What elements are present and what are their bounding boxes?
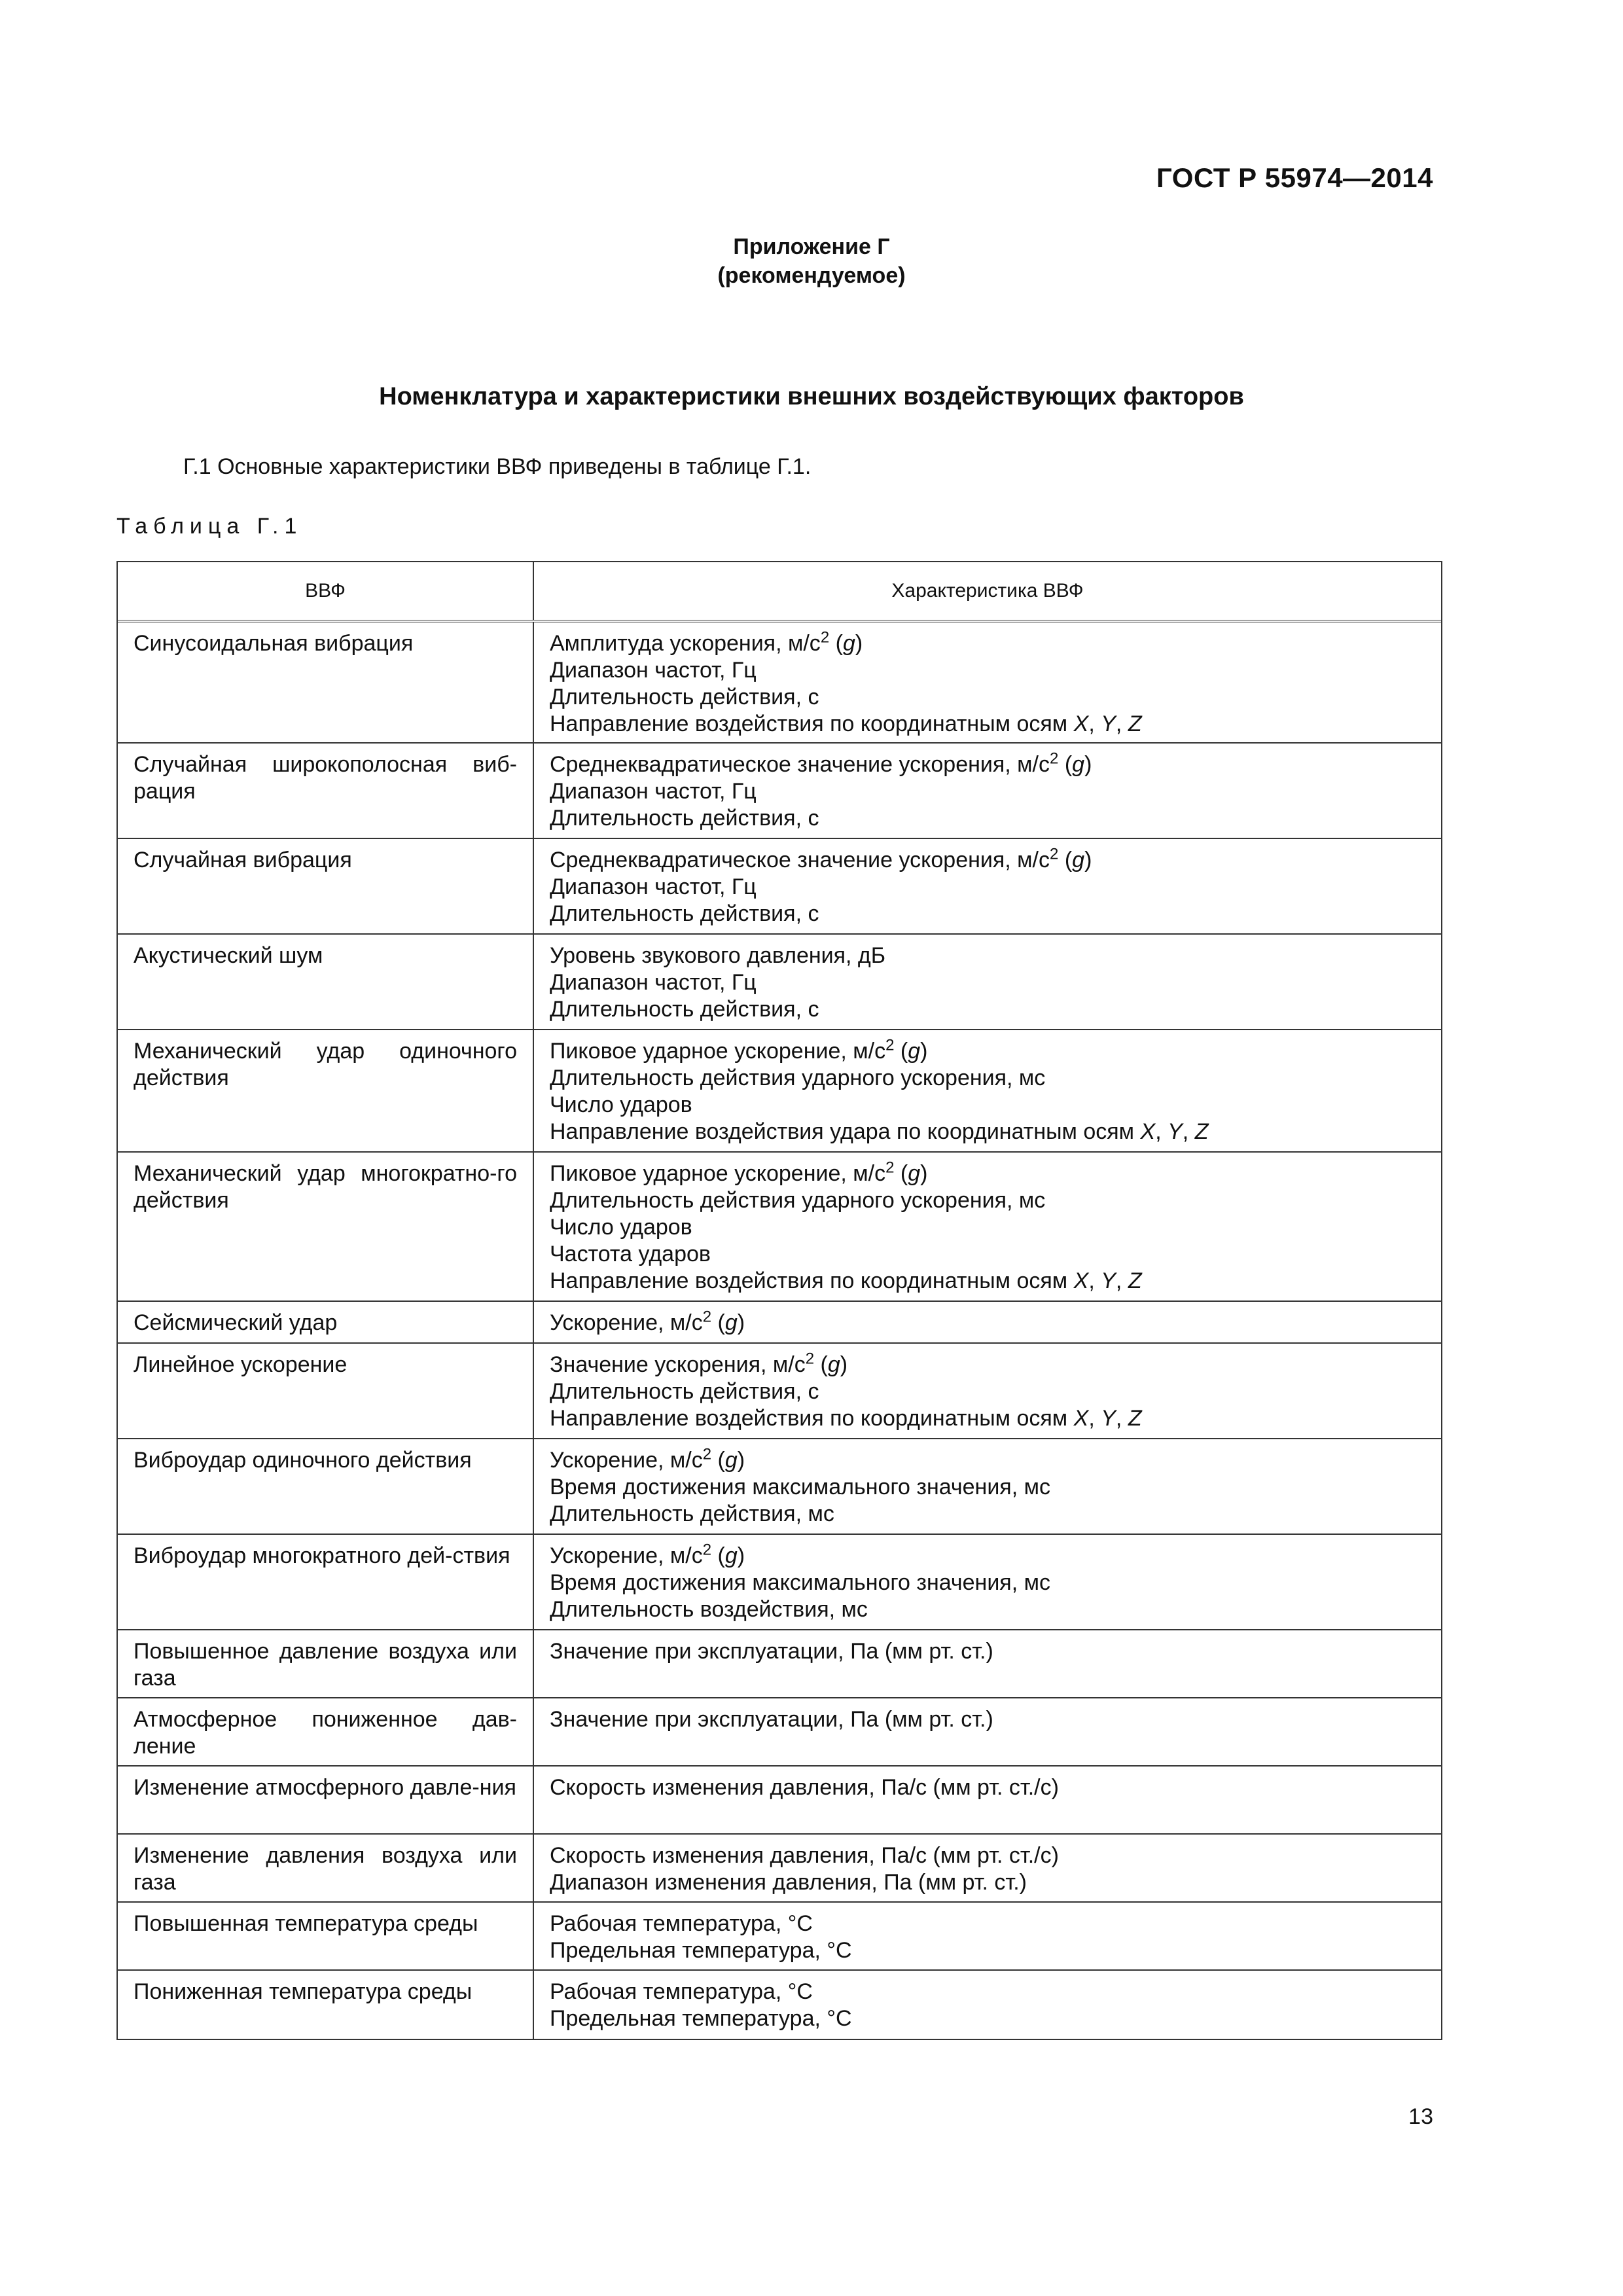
factors-table xyxy=(116,561,1442,2040)
characteristics-cell xyxy=(534,1030,1441,1151)
table-caption: Таблица Г.1 xyxy=(116,514,303,539)
characteristic-line: Диапазон частот, Гц xyxy=(550,970,757,995)
characteristic-line: Диапазон частот, Гц xyxy=(550,779,757,804)
characteristic-line: Скорость изменения давления, Па/с (мм рт. ст./с) xyxy=(550,1775,1059,1800)
factor-cell: Виброудар одиночного действия xyxy=(118,1439,534,1534)
characteristic-line: Пиковое ударное ускорение, $м/с^2$ (g) xyxy=(550,1158,928,1186)
factor-cell: Виброудар многократного дей-ствия xyxy=(118,1535,534,1629)
table-row xyxy=(118,1630,1441,1698)
table-header-row xyxy=(118,562,1441,622)
characteristic-line: Время достижения максимального значения, мс xyxy=(550,1475,1050,1499)
characteristic-line: Длительность действия, с xyxy=(550,685,819,709)
characteristics-cell xyxy=(534,1698,1441,1765)
table-row xyxy=(118,1835,1441,1903)
characteristics-cell xyxy=(534,1767,1441,1833)
characteristic-line: Значение при эксплуатации, Па (мм рт. ст.) xyxy=(550,1707,993,1732)
characteristic-line: Длительность действия, с xyxy=(550,997,819,1022)
characteristic-line: Длительность действия ударного ускорения, мс xyxy=(550,1066,1046,1090)
table-row xyxy=(118,935,1441,1030)
factor-cell: Пониженная температура среды xyxy=(118,1971,534,2039)
characteristic-line: Амплитуда ускорения, $м/с^2$ (g) xyxy=(550,628,863,656)
factor-cell: Механический удар одиночного действия xyxy=(118,1030,534,1151)
characteristic-line: Направление воздействия удара по координатным осям X, Y, Z xyxy=(550,1119,1209,1144)
appendix-status: (рекомендуемое) xyxy=(717,263,906,288)
characteristic-line: Число ударов xyxy=(550,1215,692,1240)
table-row xyxy=(118,1302,1441,1344)
characteristics-cell xyxy=(534,935,1441,1029)
characteristic-line: Длительность действия, с xyxy=(550,901,819,926)
factor-cell: Повышенное давление воздуха или газа xyxy=(118,1630,534,1697)
characteristic-line: Пиковое ударное ускорение, $м/с^2$ (g) xyxy=(550,1036,928,1064)
characteristics-cell xyxy=(534,1439,1441,1534)
table-row xyxy=(118,839,1441,935)
factor-cell: Линейное ускорение xyxy=(118,1344,534,1438)
characteristic-line: Значение при эксплуатации, Па (мм рт. ст.) xyxy=(550,1639,993,1664)
characteristic-line: Скорость изменения давления, Па/с (мм рт. ст./с) xyxy=(550,1843,1059,1868)
factor-cell: Механический удар многократно-го действия xyxy=(118,1153,534,1300)
table-row xyxy=(118,1535,1441,1630)
table-row xyxy=(118,622,1441,744)
characteristic-line: Направление воздействия по координатным осям X, Y, Z xyxy=(550,1406,1142,1431)
table-row xyxy=(118,744,1441,839)
appendix-title: Приложение Г xyxy=(733,234,890,259)
factor-cell: Атмосферное пониженное дав-ление xyxy=(118,1698,534,1765)
section-heading: Номенклатура и характеристики внешних воздействующих факторов xyxy=(379,383,1244,410)
document-standard-number: ГОСТ Р 55974—2014 xyxy=(1156,162,1433,193)
characteristics-cell xyxy=(534,1630,1441,1697)
characteristics-cell xyxy=(534,1971,1441,2039)
characteristics-cell xyxy=(534,1302,1441,1342)
factor-cell: Акустический шум xyxy=(118,935,534,1029)
table-row xyxy=(118,1439,1441,1535)
characteristic-line: Рабочая температура, °C xyxy=(550,1979,813,2004)
characteristic-line: Среднеквадратическое значение ускорения, $м/с^2$ (g) xyxy=(550,845,1092,872)
factor-cell: Случайная широкополосная виб-рация xyxy=(118,744,534,838)
factor-cell: Синусоидальная вибрация xyxy=(118,622,534,742)
intro-paragraph: Г.1 Основные характеристики ВВФ приведены в таблице Г.1. xyxy=(183,454,812,479)
characteristic-line: Диапазон частот, Гц xyxy=(550,658,757,683)
characteristic-line: Время достижения максимального значения, мс xyxy=(550,1570,1050,1595)
characteristic-line: Направление воздействия по координатным осям X, Y, Z xyxy=(550,711,1142,736)
characteristic-line: Длительность действия, с xyxy=(550,806,819,831)
table-row xyxy=(118,1344,1441,1439)
characteristics-cell xyxy=(534,1535,1441,1629)
characteristics-cell xyxy=(534,839,1441,933)
table-row xyxy=(118,1153,1441,1302)
characteristic-line: Длительность действия, с xyxy=(550,1379,819,1404)
characteristic-line: Направление воздействия по координатным осям X, Y, Z xyxy=(550,1268,1142,1293)
characteristic-line: Диапазон изменения давления, Па (мм рт. ст.) xyxy=(550,1870,1027,1895)
characteristics-cell xyxy=(534,622,1441,742)
characteristic-line: Значение ускорения, $м/с^2$ (g) xyxy=(550,1350,848,1377)
factor-cell: Изменение атмосферного давле-ния xyxy=(118,1767,534,1833)
column-header-factor: ВВФ xyxy=(118,562,534,620)
table-row xyxy=(118,1903,1441,1971)
table-row xyxy=(118,1030,1441,1153)
characteristic-line: Диапазон частот, Гц xyxy=(550,874,757,899)
characteristic-line: Предельная температура, °C xyxy=(550,2006,852,2031)
table-row xyxy=(118,1698,1441,1767)
factor-cell: Случайная вибрация xyxy=(118,839,534,933)
factor-cell: Повышенная температура среды xyxy=(118,1903,534,1969)
factor-cell: Сейсмический удар xyxy=(118,1302,534,1342)
characteristic-line: Ускорение, $м/с^2$ (g) xyxy=(550,1541,745,1568)
characteristic-line: Среднеквадратическое значение ускорения, $м/с^2$ (g) xyxy=(550,749,1092,777)
characteristics-cell xyxy=(534,744,1441,838)
column-header-characteristics: Характеристика ВВФ xyxy=(891,580,1084,601)
characteristics-cell xyxy=(534,1903,1441,1969)
characteristic-line: Предельная температура, °C xyxy=(550,1938,852,1963)
characteristic-line: Частота ударов xyxy=(550,1242,711,1266)
characteristic-line: Длительность воздействия, мс xyxy=(550,1597,868,1622)
table-row xyxy=(118,1767,1441,1835)
characteristics-cell xyxy=(534,1344,1441,1438)
characteristics-cell xyxy=(534,1835,1441,1901)
characteristic-line: Уровень звукового давления, дБ xyxy=(550,943,886,968)
page-number: 13 xyxy=(1408,2104,1433,2129)
characteristic-line: Длительность действия ударного ускорения, мс xyxy=(550,1188,1046,1213)
characteristic-line: Число ударов xyxy=(550,1092,692,1117)
table-row xyxy=(118,1971,1441,2039)
characteristic-line: Ускорение, $м/с^2$ (g) xyxy=(550,1308,745,1335)
characteristic-line: Рабочая температура, °C xyxy=(550,1911,813,1936)
characteristic-line: Ускорение, $м/с^2$ (g) xyxy=(550,1445,745,1473)
factor-cell: Изменение давления воздуха или газа xyxy=(118,1835,534,1901)
table-body xyxy=(118,622,1441,2039)
characteristics-cell xyxy=(534,1153,1441,1300)
characteristic-line: Длительность действия, мс xyxy=(550,1501,834,1526)
